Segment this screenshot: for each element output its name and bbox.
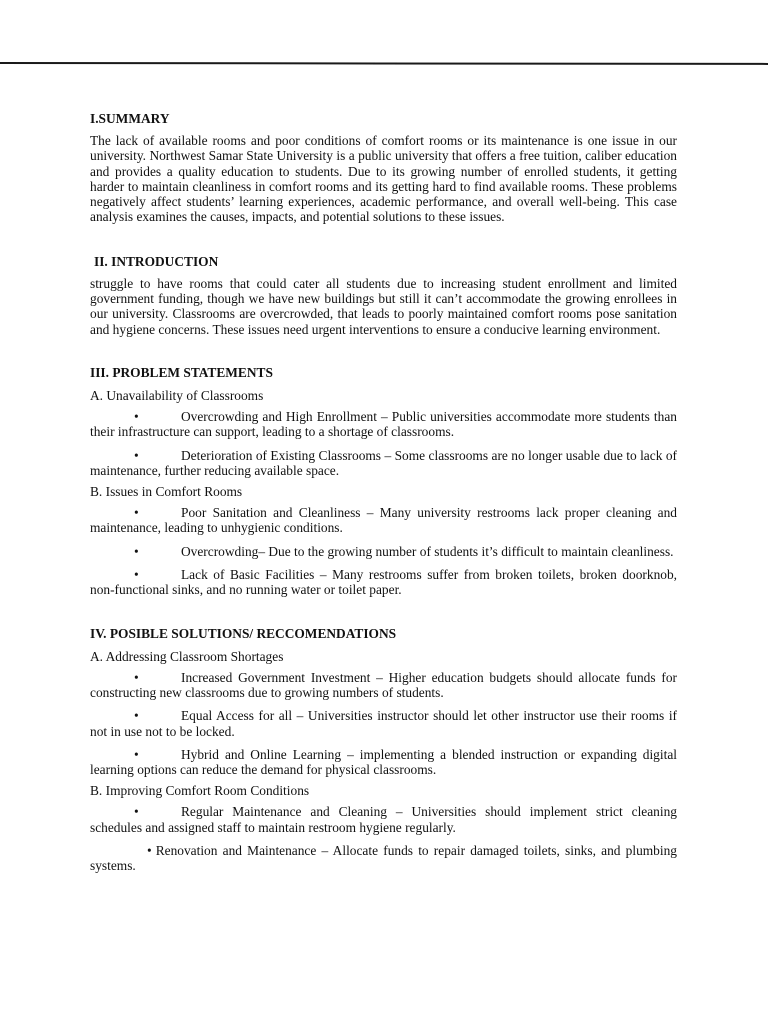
list-item-text: Hybrid and Online Learning – implementing a blended instruction or expanding digital learning options can reduce the demand for physical classrooms.: [90, 746, 677, 778]
list-item-text: Lack of Basic Facilities – Many restrooms suffer from broken toilets, broken doorknob, non-functional sinks, and no running water or toilet paper.: [90, 567, 677, 598]
bullet-icon: •: [134, 567, 139, 583]
bullet-icon: •: [134, 505, 139, 521]
introduction-section: [90, 253, 677, 337]
list-item-text: Overcrowding and High Enrollment – Public universities accommodate more students than their infrastructure can support, leading to a shortage of classrooms.: [90, 408, 677, 440]
bullet-icon: •: [134, 804, 139, 820]
list-item: [90, 409, 677, 440]
problem-group-a-label: A. Unavailability of Classrooms: [90, 387, 264, 403]
list-item: [90, 804, 677, 835]
list-item: [90, 747, 677, 778]
list-item: [90, 843, 677, 874]
list-item-text: Renovation and Maintenance – Allocate funds to repair damaged toilets, sinks, and plumbing systems.: [90, 843, 677, 874]
bullet-icon: •: [134, 746, 139, 762]
list-item: [90, 448, 677, 479]
list-item-text: Increased Government Investment – Higher education budgets should allocate funds for constructing new classrooms due to growing numbers of students.: [90, 669, 677, 700]
introduction-paragraph: struggle to have rooms that could cater all students due to increasing student enrollment and limited government funding, though we have new buildings but still it can’t accommodate the growing enrollees in our university. Classrooms are overcrowded, that leads to poorly maintained comfort rooms pose sanitation and hygiene concerns. These issues need urgent interventions to ensure a conducive learning environment.: [90, 275, 677, 337]
list-item: [90, 505, 677, 536]
list-item-text: Equal Access for all – Universities instructor should let other instructor use their rooms if not in use not to be locked.: [90, 708, 677, 739]
introduction-heading: II. INTRODUCTION: [94, 253, 219, 269]
solutions-section: [90, 625, 677, 874]
list-item-text: Overcrowding– Due to the growing number of students it’s difficult to maintain cleanliness.: [181, 543, 674, 559]
document-body: [90, 110, 677, 874]
summary-section: [90, 110, 677, 225]
solution-group-b-label: B. Improving Comfort Room Conditions: [90, 783, 310, 799]
bullet-icon: •: [134, 669, 139, 685]
summary-paragraph: The lack of available rooms and poor conditions of comfort rooms or its maintenance is one issue in our university. Northwest Samar State University is a public university that offers a free tuition, caliber education and provides a quality education to students. Due to its growing number of enrolled students, it getting harder to maintain cleanliness in comfort rooms and its getting hard to find available rooms. These problems negatively affect students’ learning experiences, academic performance, and overall well-being. This case analysis examines the causes, impacts, and potential solutions to these issues.: [90, 133, 677, 225]
list-item: [90, 670, 677, 701]
list-item: [90, 567, 677, 598]
list-item-text: Regular Maintenance and Cleaning – Universities should implement strict cleaning schedules and assigned staff to maintain restroom hygiene regularly.: [90, 804, 677, 835]
list-item-text: Deterioration of Existing Classrooms – Some classrooms are no longer usable due to lack of maintenance, further reducing available space.: [90, 447, 677, 478]
list-item-text: Poor Sanitation and Cleanliness – Many university restrooms lack proper cleaning and maintenance, leading to unhygienic conditions.: [90, 505, 677, 536]
summary-heading: I.SUMMARY: [90, 111, 170, 126]
solutions-heading: IV. POSIBLE SOLUTIONS/ RECCOMENDATIONS: [90, 625, 397, 641]
problem-statements-section: [90, 364, 677, 598]
bullet-icon: •: [134, 543, 139, 559]
bullet-icon: •: [134, 408, 139, 424]
bullet-icon: •: [134, 708, 139, 724]
list-item: [90, 544, 677, 559]
solution-group-a-label: A. Addressing Classroom Shortages: [90, 648, 284, 664]
top-horizontal-rule: [0, 62, 768, 65]
list-item: [90, 708, 677, 739]
bullet-icon: •: [147, 843, 152, 859]
bullet-icon: •: [134, 447, 139, 463]
problem-statements-heading: III. PROBLEM STATEMENTS: [90, 364, 273, 380]
problem-group-b-label: B. Issues in Comfort Rooms: [90, 484, 243, 500]
